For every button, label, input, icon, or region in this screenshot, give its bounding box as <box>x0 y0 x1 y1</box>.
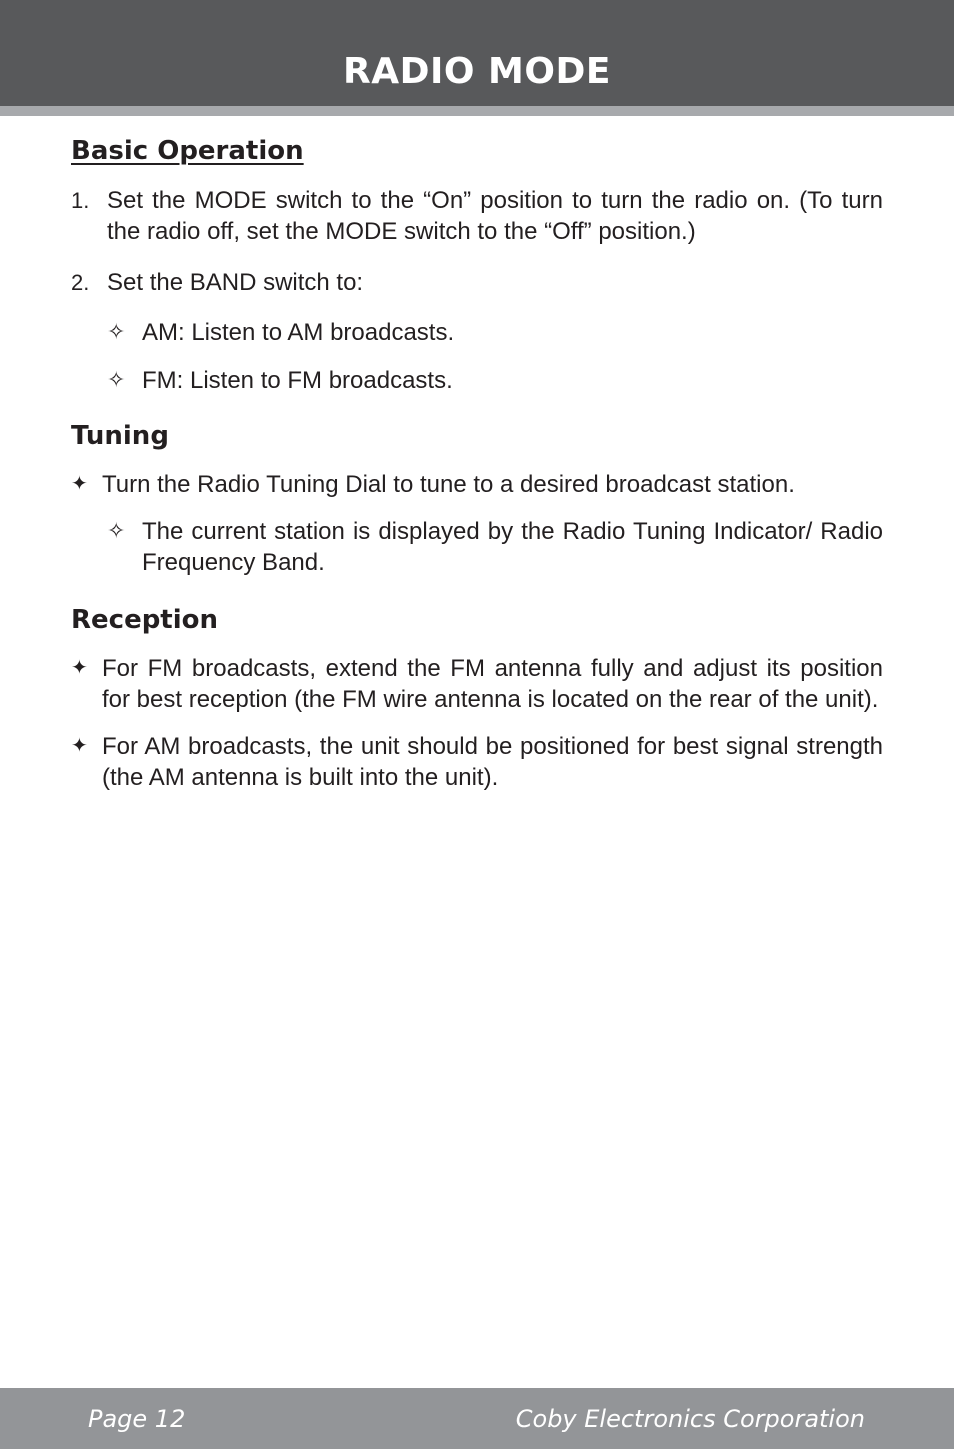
page-content <box>71 134 883 793</box>
band-option-text: FM: Listen to FM broadcasts. <box>142 367 453 394</box>
tuning-heading: Tuning <box>71 421 169 451</box>
star-bullet-icon: ✦ <box>71 735 88 757</box>
header-divider <box>0 106 954 116</box>
hollow-star-bullet-icon: ✧ <box>107 320 126 345</box>
star-bullet-icon: ✦ <box>71 657 88 679</box>
page-header <box>0 0 954 106</box>
basic-operation-heading: Basic Operation <box>71 136 304 166</box>
reception-item-text: For AM broadcasts, the unit should be positioned for best signal strength (the AM antenna is built into the unit). <box>102 733 883 791</box>
tuning-sub-item-text: The current station is displayed by the Radio Tuning Indicator/ Radio Frequency Band. <box>142 518 883 576</box>
star-bullet-icon: ✦ <box>71 473 88 495</box>
reception-item-am <box>71 731 883 793</box>
reception-heading: Reception <box>71 605 219 635</box>
step-number: 1. <box>71 188 90 213</box>
reception-item-text: For FM broadcasts, extend the FM antenna fully and adjust its position for best reception (the FM wire antenna is located on the rear of the unit). <box>102 655 883 713</box>
tuning-sub-item <box>71 516 883 578</box>
hollow-star-bullet-icon: ✧ <box>107 368 126 393</box>
band-option-text: AM: Listen to AM broadcasts. <box>142 319 455 346</box>
step-text: Set the MODE switch to the “On” position to turn the radio on. (To turn the radio off, set the MODE switch to the “Off” position.) <box>107 187 883 245</box>
band-option-am <box>71 317 883 348</box>
tuning-item-text: Turn the Radio Tuning Dial to tune to a desired broadcast station. <box>102 471 795 498</box>
band-option-fm <box>71 365 883 396</box>
page-number: Page 12 <box>88 1405 186 1433</box>
page-footer <box>0 1388 954 1449</box>
reception-item-fm <box>71 653 883 715</box>
tuning-item <box>71 469 883 500</box>
hollow-star-bullet-icon: ✧ <box>107 519 126 544</box>
step-text: Set the BAND switch to: <box>107 269 364 296</box>
step-2 <box>71 267 883 298</box>
step-1 <box>71 185 883 247</box>
step-number: 2. <box>71 270 90 295</box>
page-title: RADIO MODE <box>343 50 611 92</box>
company-name: Coby Electronics Corporation <box>515 1405 865 1433</box>
